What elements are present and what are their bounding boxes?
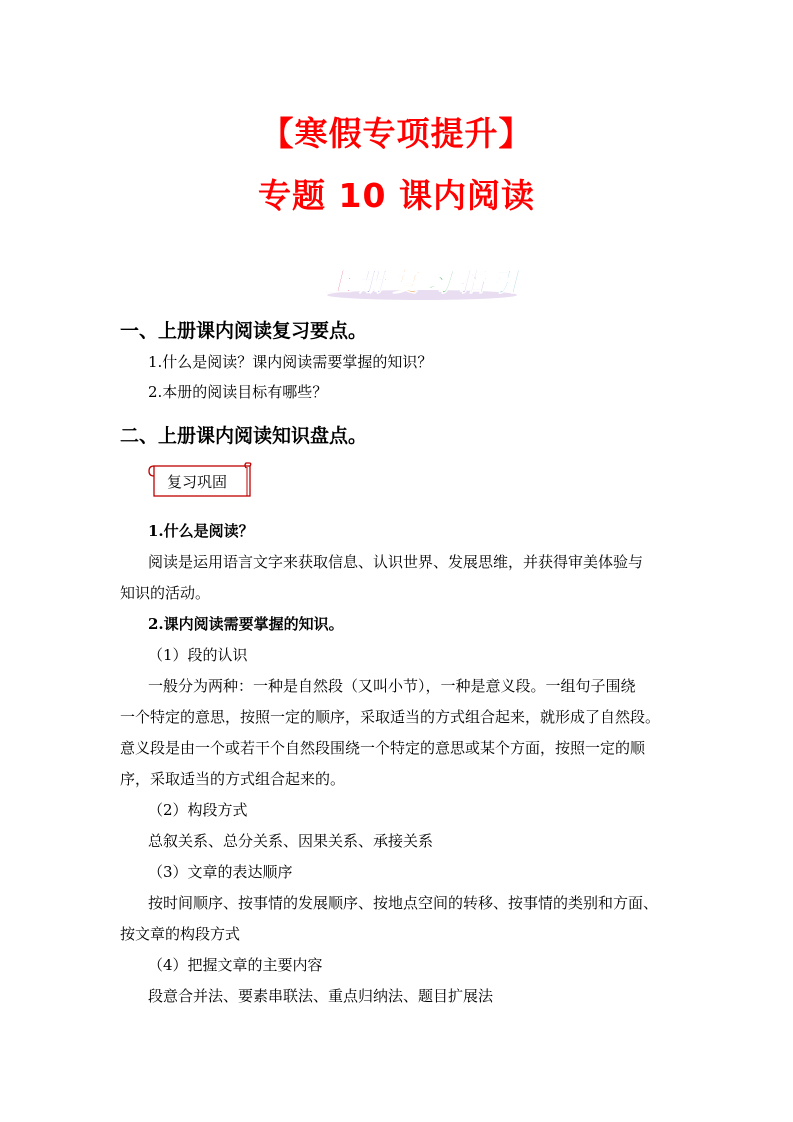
banner-char: 习 bbox=[425, 268, 452, 298]
point-4-title: （4）把握文章的主要内容 bbox=[148, 956, 323, 974]
point-1-line-1: 一般分为两种：一种是自然段（又叫小节），一种是意义段。一组句子围绕 bbox=[148, 677, 636, 695]
answer-1-line-2: 知识的活动。 bbox=[120, 584, 211, 602]
section1-heading: 一、上册课内阅读复习要点。 bbox=[120, 320, 368, 342]
question-2: 2.课内阅读需要掌握的知识。 bbox=[148, 615, 344, 633]
review-box-label: 复习巩固 bbox=[167, 473, 228, 491]
point-1-title: （1）段的认识 bbox=[148, 646, 248, 664]
point-2-text: 总叙关系、总分关系、因果关系、承接关系 bbox=[148, 832, 434, 850]
section1-item-2: 2.本册的阅读目标有哪些？ bbox=[148, 383, 328, 401]
point-3-title: （3）文章的表达顺序 bbox=[148, 863, 293, 881]
point-1-line-2: 一个特定的意思，按照一定的顺序，采取适当的方式组合起来，就形成了自然段。 bbox=[120, 708, 661, 726]
banner-graphic bbox=[322, 262, 522, 302]
point-3-line-2: 按文章的构段方式 bbox=[120, 925, 241, 943]
topic-title: 专题 10 课内阅读 bbox=[258, 176, 535, 215]
section2-heading: 二、上册课内阅读知识盘点。 bbox=[120, 425, 368, 447]
answer-1-line-1: 阅读是运用语言文字来获取信息、认识世界、发展思维，并获得审美体验与 bbox=[148, 553, 644, 571]
banner-char: 复 bbox=[392, 268, 419, 298]
main-title: 【寒假专项提升】 bbox=[260, 114, 533, 153]
banner-char: 上 bbox=[325, 268, 352, 298]
banner-char: 引 bbox=[492, 268, 519, 298]
point-3-line-1: 按时间顺序、按事情的发展顺序、按地点空间的转移、按事情的类别和方面、 bbox=[148, 894, 659, 912]
banner-char: 指 bbox=[458, 268, 486, 298]
point-4-text: 段意合并法、要素串联法、重点归纳法、题目扩展法 bbox=[148, 987, 494, 1005]
banner-char: 册 bbox=[358, 268, 386, 298]
section1-item-1: 1.什么是阅读？课内阅读需要掌握的知识？ bbox=[148, 353, 433, 371]
point-1-line-3: 意义段是由一个或若干个自然段围绕一个特定的意思或某个方面，按照一定的顺 bbox=[120, 739, 646, 757]
question-1: 1.什么是阅读？ bbox=[148, 522, 254, 540]
point-1-line-4: 序，采取适当的方式组合起来的。 bbox=[120, 770, 346, 788]
point-2-title: （2）构段方式 bbox=[148, 801, 248, 819]
